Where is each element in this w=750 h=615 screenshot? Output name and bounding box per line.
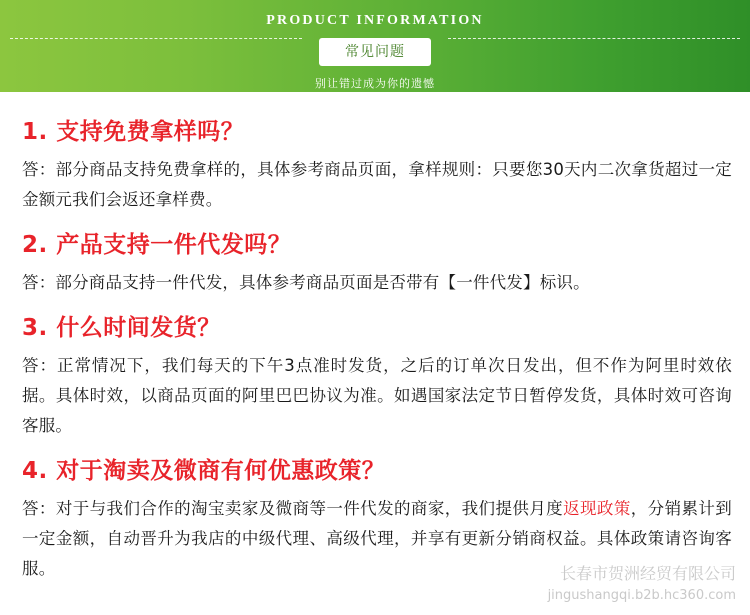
faq-item: [18, 312, 732, 441]
header-english-title: PRODUCT INFORMATION: [266, 13, 484, 28]
faq-answer: [22, 494, 732, 584]
faq-item: [18, 116, 732, 215]
faq-question: 3. 什么时间发货？: [22, 315, 221, 341]
page-header: [0, 0, 750, 92]
header-badge: 常见问题: [319, 38, 431, 66]
faq-question: 1. 支持免费拿样吗？: [22, 119, 245, 145]
faq-item: [18, 229, 732, 298]
faq-question: 2. 产品支持一件代发吗？: [22, 232, 292, 258]
watermark-url: jingushangqi.b2b.hc360.com: [547, 588, 736, 603]
header-subtitle: 别让错过成为你的遗憾: [315, 77, 435, 90]
header-content: [0, 0, 750, 92]
faq-answer: [22, 351, 732, 441]
faq-answer-text: 答：正常情况下，我们每天的下午3点准时发货，之后的订单次日发出，但不作为阿里时效依据。具体时效，以商品页面的阿里巴巴协议为准。如遇国家法定节日暂停发货，具体时效可咨询客服。: [22, 356, 732, 435]
faq-list: [0, 92, 750, 584]
faq-answer-text: 答：部分商品支持免费拿样的，具体参考商品页面，拿样规则：只要您30天内二次拿货超过一定金额元我们会返还拿样费。: [22, 160, 732, 209]
faq-answer: [22, 155, 732, 215]
faq-answer-text: 答：对于与我们合作的淘宝卖家及微商等一件代发的商家，我们提供月度: [22, 499, 564, 518]
watermark-company: 长春市贺洲经贸有限公司: [559, 564, 736, 583]
faq-answer-text-2: ，分销累计到一定金额，自动晋升为我店的中级代理、高级代理，并享有更新分销商权益。具体政策请咨询客服。: [22, 499, 732, 578]
faq-answer: [22, 268, 732, 298]
faq-question: 4. 对于淘卖及微商有何优惠政策？: [22, 458, 386, 484]
faq-answer-highlight: 返现政策: [563, 499, 631, 518]
faq-answer-text: 答：部分商品支持一件代发，具体参考商品页面是否带有【一件代发】标识。: [22, 273, 590, 292]
faq-item: [18, 455, 732, 584]
